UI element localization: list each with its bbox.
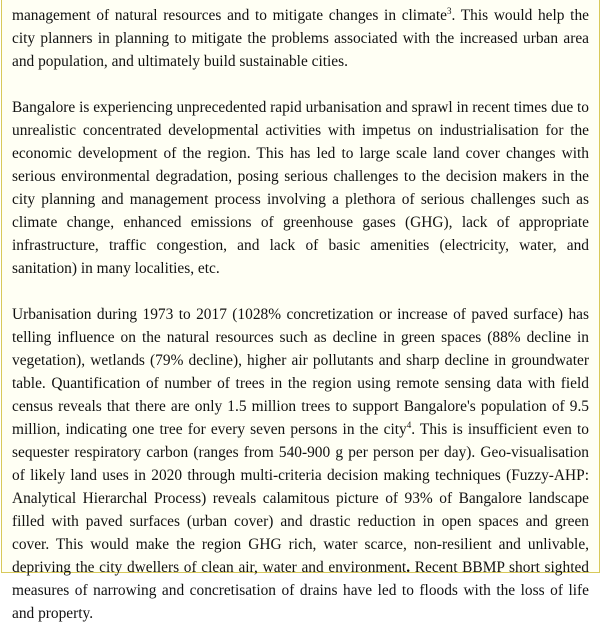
footnote-ref-4: 4 [406, 419, 412, 430]
paragraph-1 [12, 4, 589, 73]
document-text-box [1, 0, 600, 622]
paragraph-2: Bangalore is experiencing unprecedented rapid urbanisation and sprawl in recent times due to unrealistic concentrated developmental activities with impetus on industrialisation for the economic development of the region. This has led to large scale land cover changes with serious environmental degradation, posing serious challenges to the decision makers in the city planning and management process involving a plethora of serious challenges such as climate change, enhanced emissions of greenhouse gases (GHG), lack of appropriate infrastructure, traffic congestion, and lack of basic amenities (electricity, water, and sanitation) in many localities, etc. [12, 99, 589, 277]
paragraph-3-text-c: Recent BBMP short sighted measures of narrowing and concretisation of drains have led to floods with the loss of life and property. [12, 559, 589, 622]
paragraph-3-text-a: Urbanisation during 1973 to 2017 (1028% concretization or increase of paved surface) has telling influence on the natural resources such as decline in green spaces (88% decline in vegetation), wetlands (79% decline), higher air pollutants and sharp decline in groundwater table. Quantification of number of trees in the region using remote sensing data with field census reveals that there are only 1.5 million trees to support Bangalore's population of 9.5 million, indicating one tree for every seven persons in the city [12, 306, 589, 438]
footnote-ref-3: 3 [447, 5, 452, 16]
paragraph-3-bold-period: . [406, 559, 411, 576]
paragraph-3-text-b: . This is insufficient even to sequester respiratory carbon (ranges from 540-900 g per person per day). Geo-visualisation of likely land uses in 2020 through multi-criteria decision making techniques (Fuzzy-AHP: Analytical Hierarchal Process) reveals calamitous picture of 93% of Bangalore landscape filled with paved surfaces (urban cover) and drastic reduction in open spaces and green cover. This would make the region GHG rich, water scarce, non-resilient and unlivable, depriving the city dwellers of clean air, water and environment [12, 421, 589, 576]
paragraph-1-text-b: . This would help the city planners in planning to mitigate the problems associated with the increased urban area and population, and ultimately build sustainable cities. [12, 7, 589, 70]
paragraph-1-text-a: management of natural resources and to mitigate changes in climate [12, 7, 447, 24]
